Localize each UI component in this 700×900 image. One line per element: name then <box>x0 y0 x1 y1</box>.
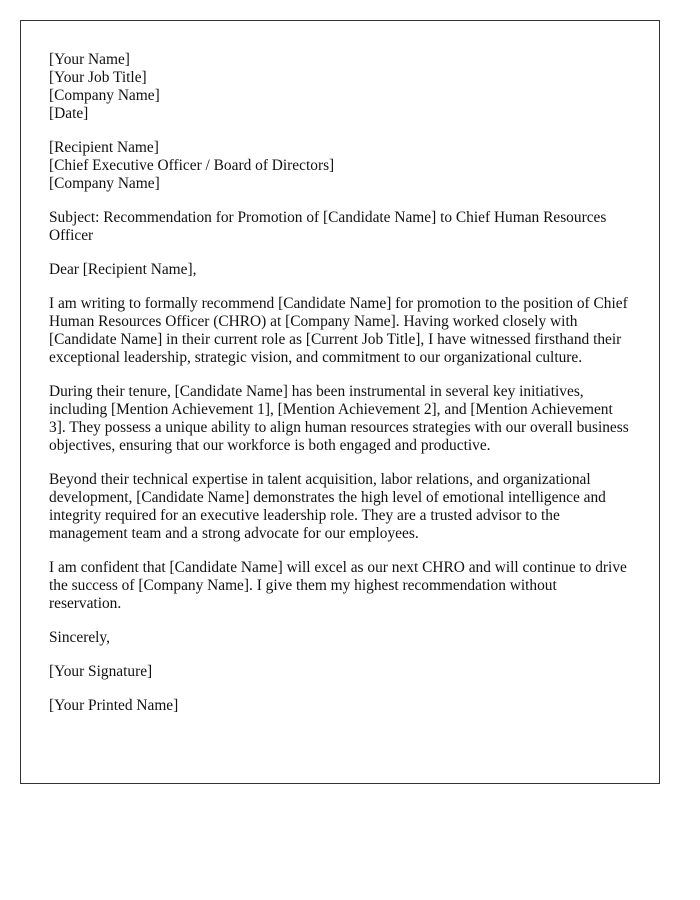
recipient-company: [Company Name] <box>49 175 160 192</box>
recipient-name: [Recipient Name] <box>49 139 159 156</box>
sender-company: [Company Name] <box>49 87 160 104</box>
letter-page <box>20 20 660 784</box>
recipient-block <box>49 139 631 193</box>
recipient-title: [Chief Executive Officer / Board of Directors] <box>49 157 335 174</box>
sender-job-title: [Your Job Title] <box>49 69 147 86</box>
subject-line: Subject: Recommendation for Promotion of [Candidate Name] to Chief Human Resources Officer <box>49 209 607 244</box>
closing: Sincerely, <box>49 629 110 646</box>
body-paragraph-3: Beyond their technical expertise in talent acquisition, labor relations, and organizational development, [Candidate Name] demonstrates the high level of emotional intelligence and integrity required for an executive leadership role. They are a trusted advisor to the management team and a strong advocate for our employees. <box>49 471 606 542</box>
body-paragraph-1: I am writing to formally recommend [Candidate Name] for promotion to the position of Chief Human Resources Officer (CHRO) at [Company Name]. Having worked closely with [Candidate Name] in their current role as [Current Job Title], I have witnessed firsthand their exceptional leadership, strategic vision, and commitment to our organizational culture. <box>49 295 628 366</box>
body-paragraph-4: I am confident that [Candidate Name] will excel as our next CHRO and will continue to drive the success of [Company Name]. I give them my highest recommendation without reservation. <box>49 559 627 612</box>
sender-block <box>49 51 631 123</box>
printed-name: [Your Printed Name] <box>49 697 179 714</box>
letter-date: [Date] <box>49 105 89 122</box>
sender-name: [Your Name] <box>49 51 130 68</box>
body-paragraph-2: During their tenure, [Candidate Name] has been instrumental in several key initiatives, including [Mention Achievement 1], [Mention Achievement 2], and [Mention Achievement 3]. They possess a unique ability to align human resources strategies with our overall business objectives, ensuring that our workforce is both engaged and productive. <box>49 383 629 454</box>
salutation: Dear [Recipient Name], <box>49 261 197 278</box>
signature: [Your Signature] <box>49 663 153 680</box>
